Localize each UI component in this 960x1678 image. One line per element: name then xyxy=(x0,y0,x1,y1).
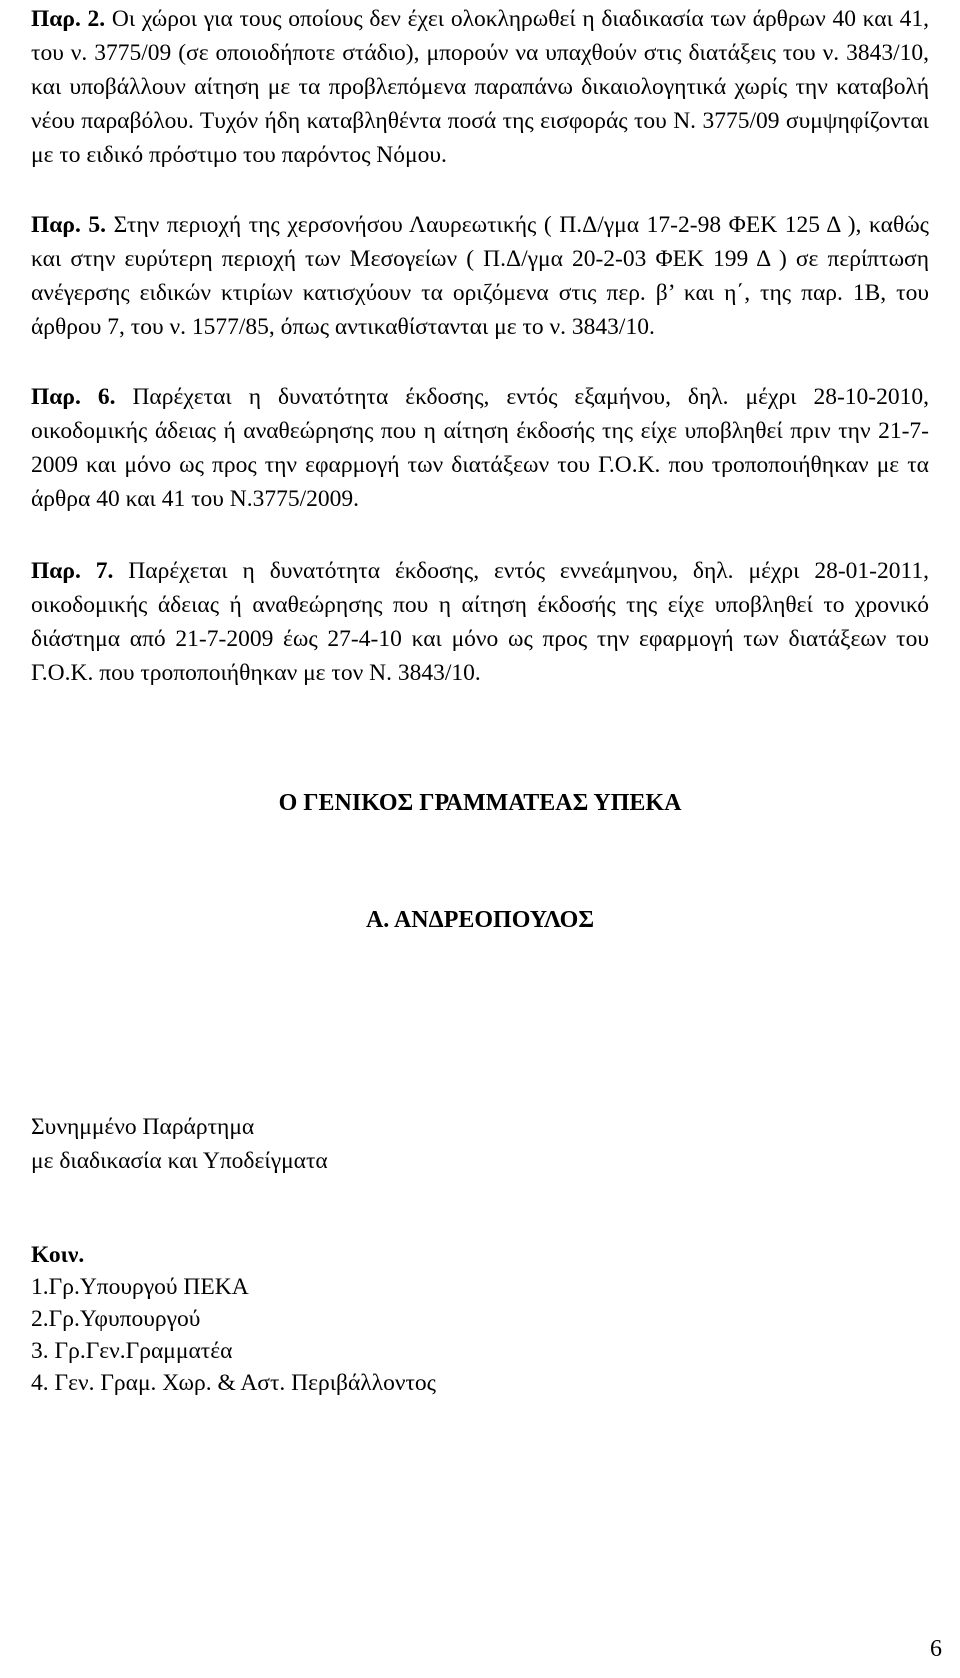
distribution-item: 1.Γρ.Υπουργού ΠΕΚΑ xyxy=(31,1274,249,1300)
paragraph-text: Στην περιοχή της χερσονήσου Λαυρεωτικής ( Π.Δ/γμα 17-2-98 ΦΕΚ 125 Δ ), καθώς και στην ευρύτερη περιοχή των Μεσογείων ( Π.Δ/γμα 20-2-03 ΦΕΚ 199 Δ ) σε περίπτωση ανέγερσης ειδικών κτιρίων κατισχύουν τα οριζόμενα στις περ. β’ και η΄, της παρ. 1Β, του άρθρου 7, του ν. 1577/85, όπως αντικαθίστανται με το ν. 3843/10. xyxy=(31,212,929,340)
paragraph-label: Παρ. 2. xyxy=(31,6,106,32)
distribution-item: 3. Γρ.Γεν.Γραμματέα xyxy=(31,1338,233,1364)
paragraph-7 xyxy=(31,554,929,690)
paragraph-text: Οι χώροι για τους οποίους δεν έχει ολοκληρωθεί η διαδικασία των άρθρων 40 και 41, του ν. 3775/09 (σε οποιοδήποτε στάδιο), μπορούν να υπαχθούν στις διατάξεις του ν. 3843/10, και υποβάλλουν αίτηση με τα προβλεπόμενα παραπάνω δικαιολογητικά χωρίς την καταβολή νέου παραβόλου. Τυχόν ήδη καταβληθέντα ποσά της εισφοράς του Ν. 3775/09 συμψηφίζονται με το ειδικό πρόστιμο του παρόντος Νόμου. xyxy=(31,6,929,168)
distribution-item: 4. Γεν. Γραμ. Χωρ. & Αστ. Περιβάλλοντος xyxy=(31,1370,436,1396)
paragraph-2 xyxy=(31,2,929,172)
paragraph-text: Παρέχεται η δυνατότητα έκδοσης, εντός εξαμήνου, δηλ. μέχρι 28-10-2010, οικοδομικής άδειας ή αναθεώρησης που η αίτηση έκδοσής της είχε υποβληθεί πριν την 21-7-2009 και μόνο ως προς την εφαρμογή των διατάξεων του Γ.Ο.Κ. που τροποποιήθηκαν με τα άρθρα 40 και 41 του Ν.3775/2009. xyxy=(31,384,929,512)
attachment-line-2: με διαδικασία και Υποδείγματα xyxy=(31,1148,328,1174)
signature-name: Α. ΑΝΔΡΕΟΠΟΥΛΟΣ xyxy=(365,907,595,933)
attachment-line-1: Συνημμένο Παράρτημα xyxy=(31,1114,255,1140)
paragraph-5 xyxy=(31,208,929,344)
paragraph-text: Παρέχεται η δυνατότητα έκδοσης, εντός εννεάμηνου, δηλ. μέχρι 28-01-2011, οικοδομικής άδειας ή αναθεώρησης που η αίτηση έκδοσής της είχε υποβληθεί το χρονικό διάστημα από 21-7-2009 έως 27-4-10 και μόνο ως προς την εφαρμογή των διατάξεων του Γ.Ο.Κ. που τροποποιήθηκαν με τον Ν. 3843/10. xyxy=(31,558,929,686)
paragraph-label: Παρ. 7. xyxy=(31,558,114,584)
paragraph-6 xyxy=(31,380,929,516)
page-number: 6 xyxy=(930,1636,942,1662)
paragraph-label: Παρ. 6. xyxy=(31,384,116,410)
signature-title: Ο ΓΕΝΙΚΟΣ ΓΡΑΜΜΑΤΕΑΣ ΥΠΕΚΑ xyxy=(278,790,682,816)
paragraph-label: Παρ. 5. xyxy=(31,212,107,238)
distribution-heading: Κοιν. xyxy=(31,1242,85,1268)
distribution-item: 2.Γρ.Υφυπουργού xyxy=(31,1306,201,1332)
